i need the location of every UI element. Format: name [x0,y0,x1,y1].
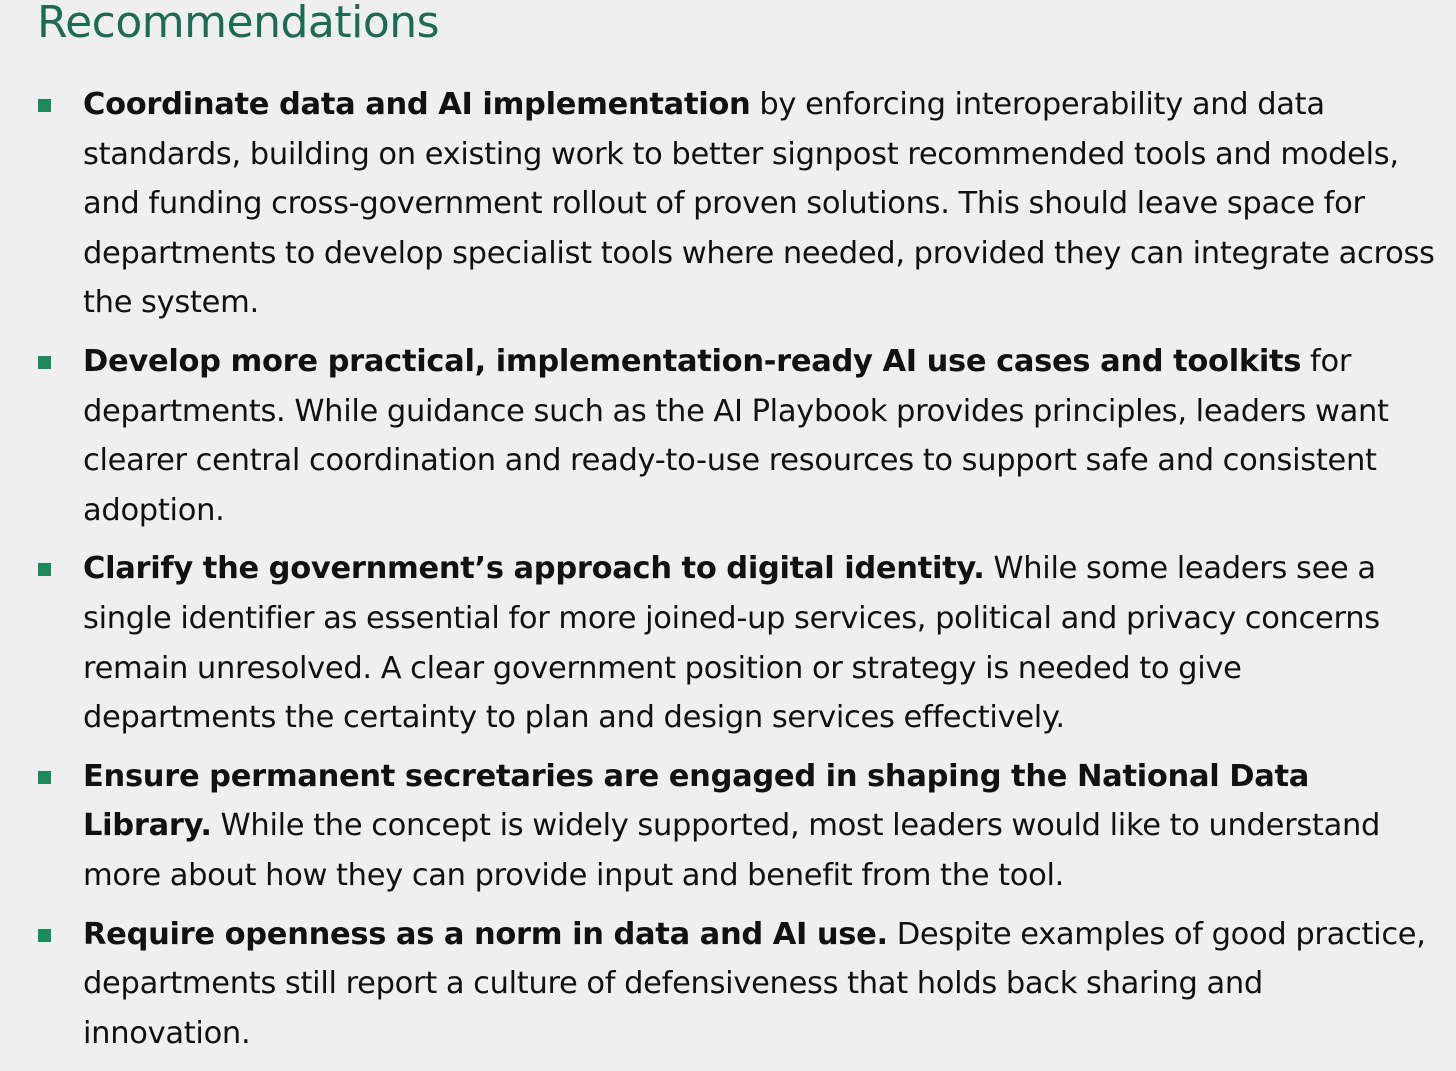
list-item [0,544,1456,742]
square-bullet-icon [38,563,51,576]
recommendation-lead: Develop more practical, implementation-ready AI use cases and toolkits [83,343,1302,379]
recommendation-lead: Require openness as a norm in data and AI use. [83,916,888,952]
square-bullet-icon [38,99,51,112]
list-item [0,80,1456,328]
recommendation-body: While the concept is widely supported, most leaders would like to understand more about how they can provide input and benefit from the tool. [83,808,1381,893]
list-item [0,910,1456,1059]
recommendation-lead: Clarify the government’s approach to digital identity. [83,551,985,587]
list-item [0,337,1456,535]
recommendation-body: for departments. While guidance such as the AI Playbook provides principles, leaders want clearer central coordination and ready-to-use resources to support safe and consistent adoption. [83,343,1389,528]
square-bullet-icon [38,771,51,784]
recommendation-lead: Ensure permanent secretaries are engaged in shaping the National Data Library. [83,758,1310,844]
recommendations-list [0,80,1456,1067]
recommendation-body: Despite examples of good practice, departments still report a culture of defensiveness that holds back sharing and innovation. [83,916,1426,1051]
recommendation-lead: Coordinate data and AI implementation [83,87,751,122]
section-heading: Recommendations [37,0,440,48]
square-bullet-icon [38,356,51,369]
recommendation-body: While some leaders see a single identifier as essential for more joined-up services, political and privacy concerns remain unresolved. A clear government position or strategy is needed to give departments the certainty to plan and design services effectively. [83,551,1380,736]
list-item [0,752,1456,901]
recommendation-body: by enforcing interoperability and data standards, building on existing work to better signpost recommended tools and models, and funding cross-government rollout of proven solutions. This should leave space for departments to develop specialist tools where needed, provided they can integrate across the system. [83,87,1435,321]
square-bullet-icon [38,929,51,942]
